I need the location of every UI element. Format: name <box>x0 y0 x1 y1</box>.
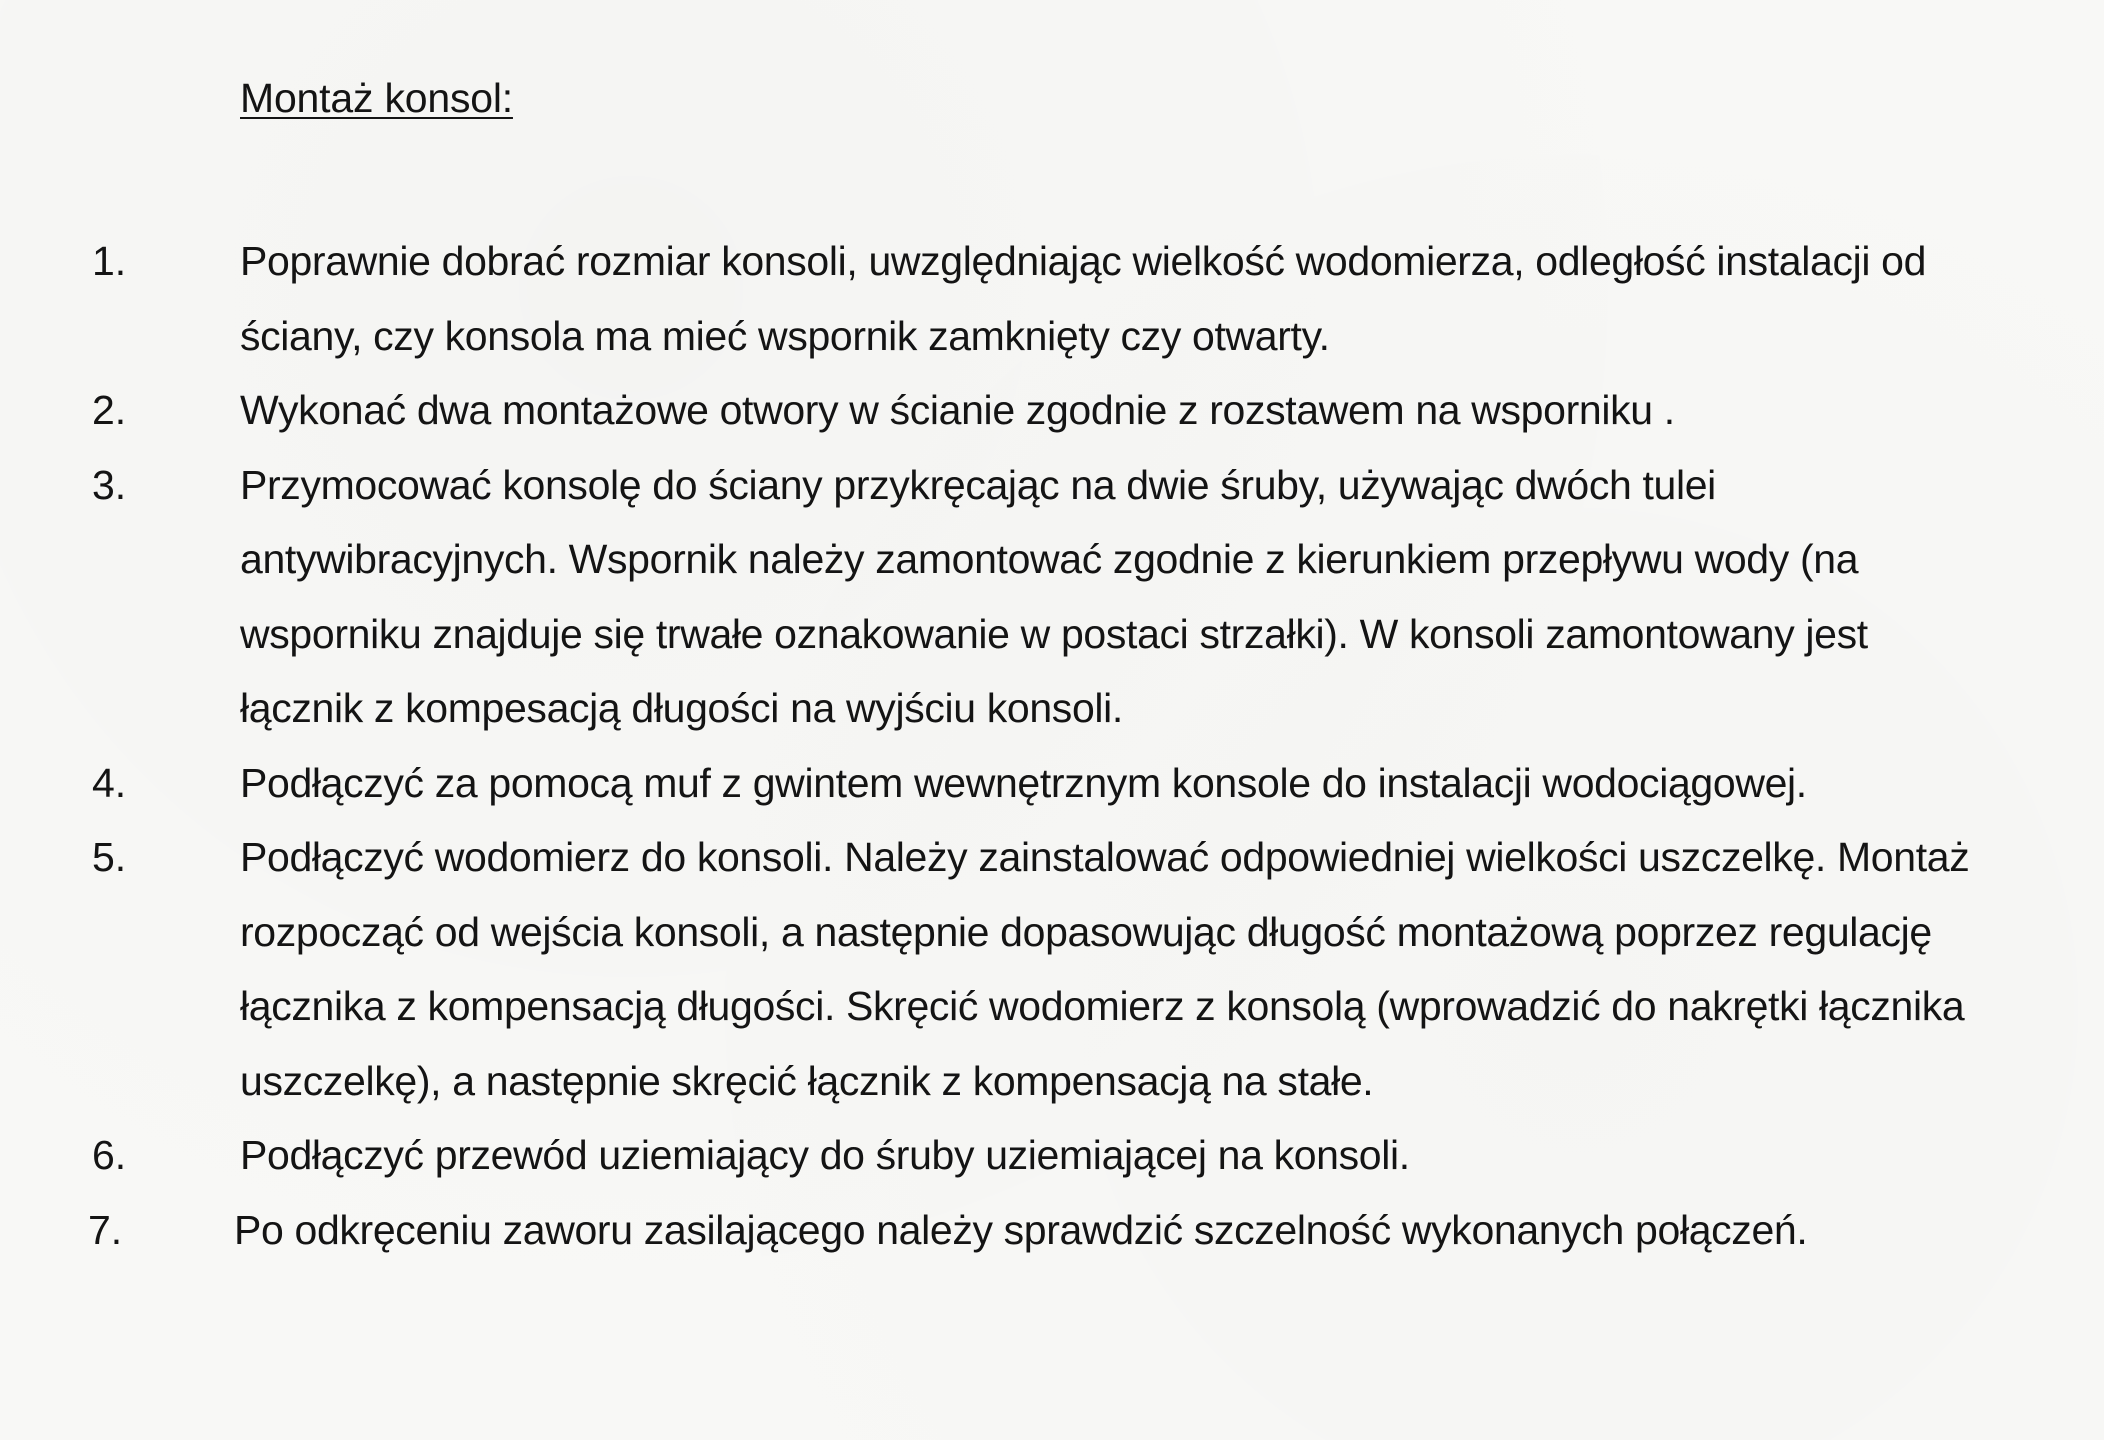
instruction-text: Po odkręceniu zaworu zasilającego należy sprawdzić szczelność wykonanych połączeń. <box>234 1206 1808 1253</box>
instruction-text: Poprawnie dobrać rozmiar konsoli, uwzględniając wielkość wodomierza, odległość instalacji od ściany, czy konsola ma mieć wspornik zamknięty czy otwarty. <box>240 238 1927 359</box>
instruction-item-2 <box>92 373 2052 448</box>
instruction-item-7 <box>88 1193 2052 1268</box>
document-title: Montaż konsol: <box>240 75 513 121</box>
instruction-item-6 <box>92 1118 2052 1193</box>
instruction-text: Podłączyć za pomocą muf z gwintem wewnętrznym konsole do instalacji wodociągowej. <box>240 759 1807 806</box>
instruction-number: 6. <box>92 1132 127 1178</box>
instruction-text: Przymocować konsolę do ściany przykręcając na dwie śruby, używając dwóch tulei antywibracyjnych. Wspornik należy zamontować zgodnie z kierunkiem przepływu wody (na wsporniku znajduje się trwałe oznakowanie w postaci strzałki). W konsoli zamontowany jest łącznik z kompesacją długości na wyjściu konsoli. <box>240 461 1868 731</box>
instruction-number: 4. <box>92 759 127 806</box>
instruction-number: 1. <box>92 238 127 284</box>
instruction-number: 2. <box>92 387 127 433</box>
instruction-number: 7. <box>88 1206 123 1253</box>
instruction-item-1 <box>92 224 2052 373</box>
instruction-item-3 <box>92 448 2052 746</box>
instruction-number: 3. <box>92 461 127 508</box>
instruction-text: Wykonać dwa montażowe otwory w ścianie zgodnie z rozstawem na wsporniku . <box>240 387 1675 433</box>
instruction-item-5 <box>92 820 2052 1118</box>
instruction-item-4 <box>92 746 2052 821</box>
instruction-list <box>88 224 2052 1267</box>
instruction-number: 5. <box>92 834 127 880</box>
instruction-text: Podłączyć wodomierz do konsoli. Należy zainstalować odpowiedniej wielkości uszczelkę. Montaż rozpocząć od wejścia konsoli, a następnie dopasowując długość montażową poprzez regulację łącznika z kompensacją długości. Skręcić wodomierz z konsolą (wprowadzić do nakrętki łącznika uszczelkę), a następnie skręcić łącznik z kompensacją na stałe. <box>240 834 1970 1104</box>
instruction-text: Podłączyć przewód uziemiający do śruby uziemiającej na konsoli. <box>240 1132 1410 1178</box>
